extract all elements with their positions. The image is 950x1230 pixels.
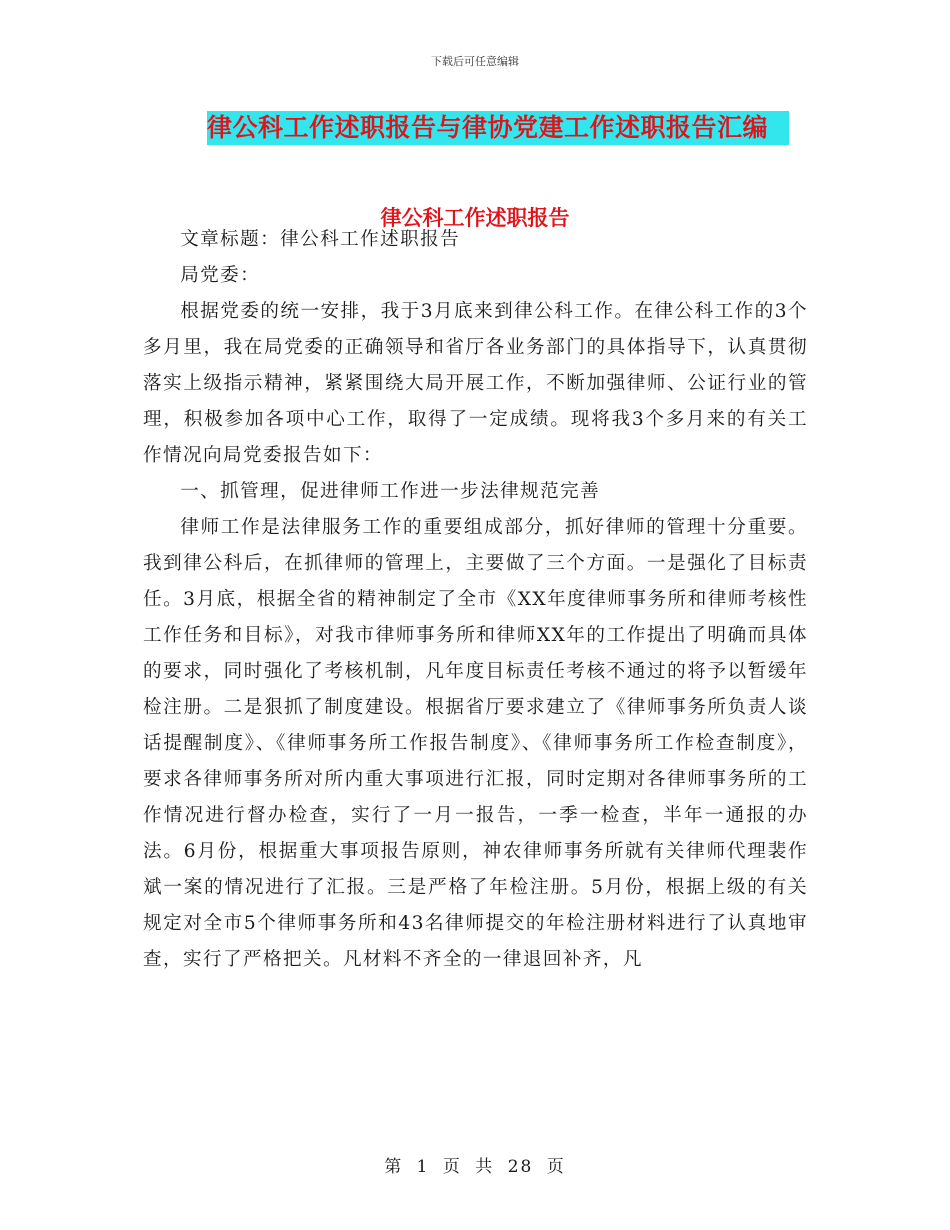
header-note: 下载后可任意编辑	[431, 55, 519, 68]
paragraph-intro: 根据党委的统一安排，我于3月底来到律公科工作。在律公科工作的3个多月里，我在局党委的正确领导和省厅各业务部门的具体指导下，认真贯彻落实上级指示精神，紧紧围绕大局开展工作，不断加强律师、公证行业的管理，积极参加各项中心工作，取得了一定成绩。现将我3个多月来的有关工作情况向局党委报告如下：	[143, 301, 808, 466]
salutation: 局党委：	[180, 265, 261, 286]
document-main-title: 律公科工作述职报告与律协党建工作述职报告汇编	[207, 111, 789, 145]
article-title-line: 文章标题：律公科工作述职报告	[180, 229, 461, 250]
document-body	[143, 222, 808, 978]
page-footer: 第 1 页 共 28 页	[384, 1157, 566, 1177]
section-title: 律公科工作述职报告	[380, 206, 570, 230]
subheading-1: 一、抓管理，促进律师工作进一步法律规范完善	[180, 481, 601, 502]
paragraph-management: 律师工作是法律服务工作的重要组成部分，抓好律师的管理十分重要。我到律公科后，在抓律师的管理上，主要做了三个方面。一是强化了目标责任。3月底，根据全省的精神制定了全市《XX年度律师事务所和律师考核性工作任务和目标》，对我市律师事务所和律师XX年的工作提出了明确而具体的要求，同时强化了考核机制，凡年度目标责任考核不通过的将予以暂缓年检注册。二是狠抓了制度建设。根据省厅要求建立了《律师事务所负责人谈话提醒制度》、《律师事务所工作报告制度》、《律师事务所工作检查制度》，要求各律师事务所对所内重大事项进行汇报，同时定期对各律师事务所的工作情况进行督办检查，实行了一月一报告，一季一检查，半年一通报的办法。6月份，根据重大事项报告原则，神农律师事务所就有关律师代理裴作斌一案的情况进行了汇报。三是严格了年检注册。5月份，根据上级的有关规定对全市5个律师事务所和43名律师提交的年检注册材料进行了认真地审查，实行了严格把关。凡材料不齐全的一律退回补齐，凡	[143, 517, 808, 970]
